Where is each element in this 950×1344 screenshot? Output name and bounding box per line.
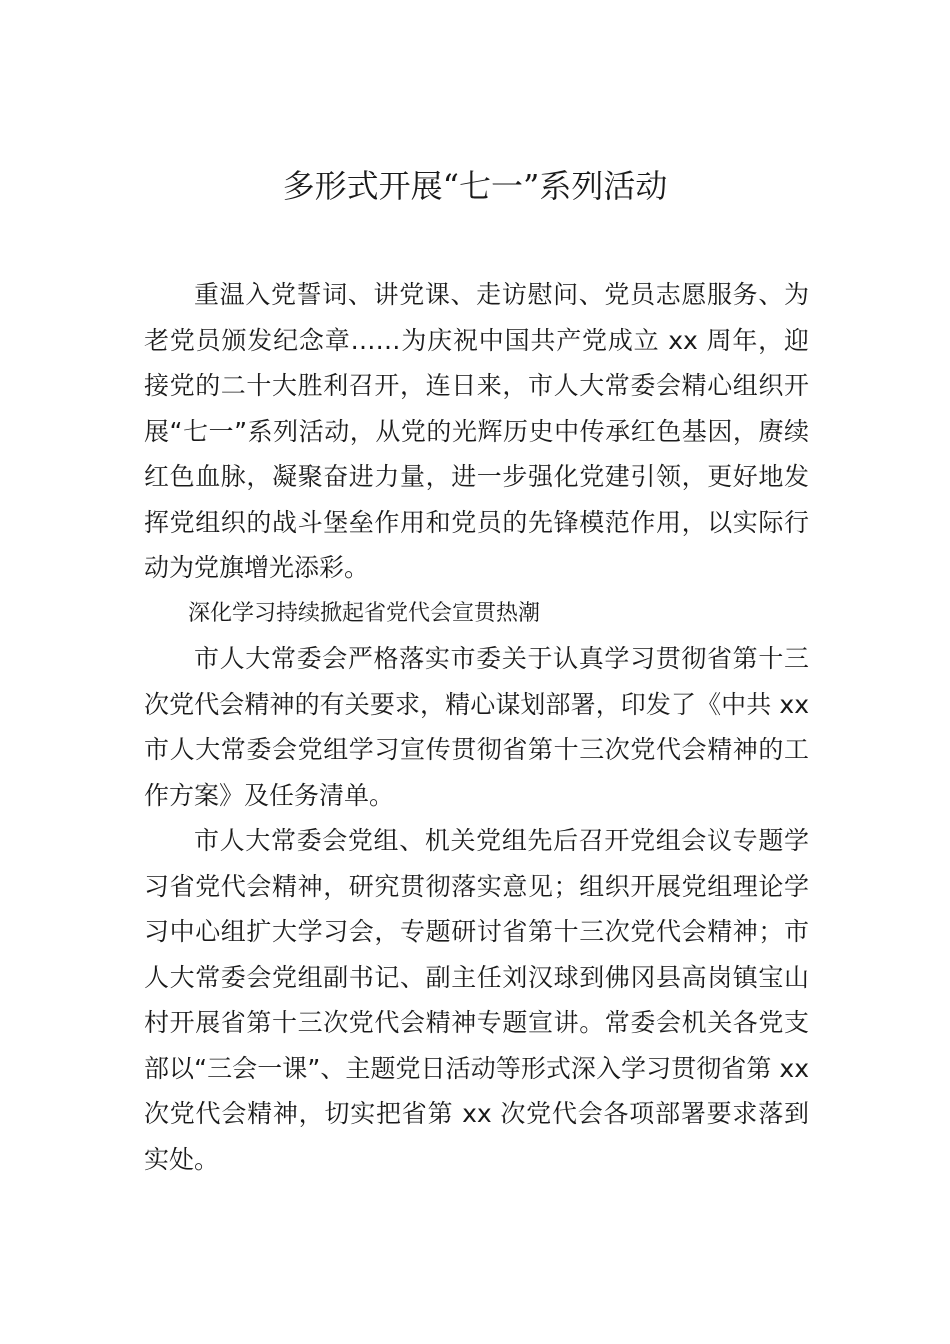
paragraph-study-sessions: 市人大常委会党组、机关党组先后召开党组会议专题学习省党代会精神，研究贯彻落实意见；组织开展党组理论学习中心组扩大学习会，专题研讨省第十三次党代会精神；市人大常委会党组副书记、副主任刘汉球到佛冈县高岗镇宝山村开展省第十三次党代会精神专题宣讲。常委会机关各党支部以“三会一课”、主题党日活动等形式深入学习贯彻省第 xx 次党代会精神，切实把省第 xx 次党代会各项部署要求落到实处。 — [144, 826, 809, 1174]
section-heading: 深化学习持续掀起省党代会宣贯热潮 — [188, 600, 541, 626]
paragraph-intro: 重温入党誓词、讲党课、走访慰问、党员志愿服务、为老党员颁发纪念章……为庆祝中国共产党成立 xx 周年，迎接党的二十大胜利召开，连日来，市人大常委会精心组织开展“七一”系列活动，从党的光辉历史中传承红色基因，赓续红色血脉，凝聚奋进力量，进一步强化党建引领，更好地发挥党组织的战斗堡垒作用和党员的先锋模范作用，以实际行动为党旗增光添彩。 — [144, 280, 809, 582]
document-body — [144, 272, 809, 1182]
paragraph-implementation: 市人大常委会严格落实市委关于认真学习贯彻省第十三次党代会精神的有关要求，精心谋划部署，印发了《中共 xx 市人大常委会党组学习宣传贯彻省第十三次党代会精神的工作方案》及任务清单。 — [144, 644, 809, 810]
document-title: 多形式开展“七一”系列活动 — [282, 167, 668, 205]
